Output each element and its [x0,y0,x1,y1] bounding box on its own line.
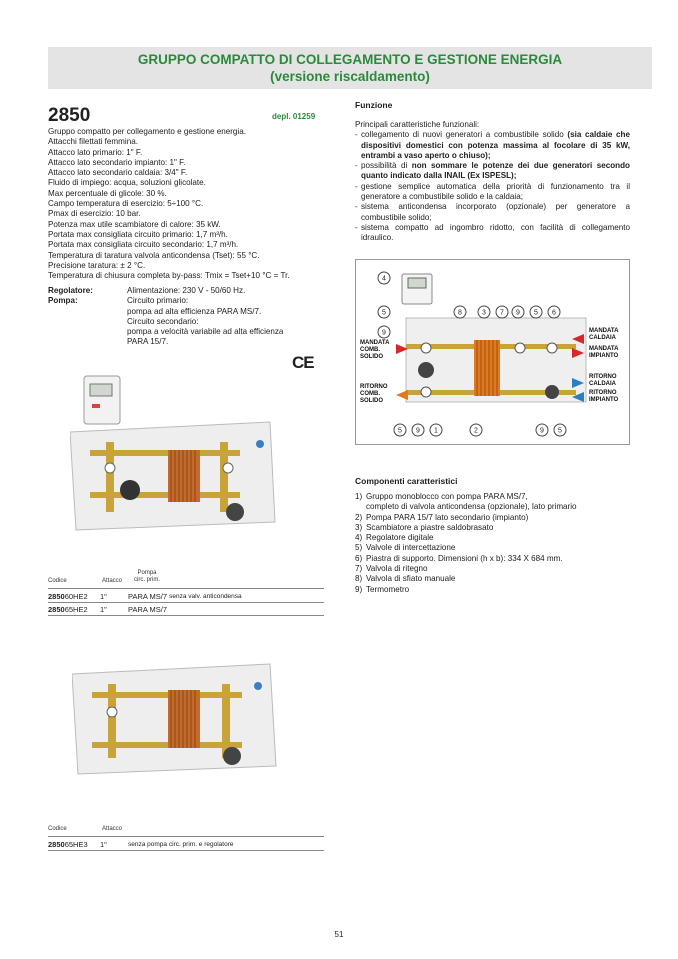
spec-line: Fluido di impiego: acqua, soluzioni glicolate. [48,178,206,188]
componenti-list [355,492,630,595]
funzione-item [355,161,630,182]
product-photo-2 [72,662,287,782]
funzione-item-text [361,202,630,223]
funzione-title: Funzione [355,100,393,110]
funzione-intro: Principali caratteristiche funzionali: [355,120,480,129]
table-row [48,839,324,851]
funzione-item-pre: possibilità di [361,161,412,171]
table1-header-pompa-l2: circ. prim. [134,577,160,583]
funzione-item-pre: sistema anticondensa incorporato (opzionale) per generatore a combustibile solido; [361,202,630,222]
product-code: 2850 [48,105,91,126]
regolatore-label: Regolatore: [48,286,93,295]
componente-text: Valvole di intercettazione [366,543,456,553]
callout-top-7: 7 [500,309,504,317]
funzione-item-pre: gestione semplice automatica della priorità di funzionamento tra il generatore a combustibile solido e la caldaia; [361,181,630,202]
pompa-line: PARA 15/7. [127,337,169,347]
funzione-section [355,100,630,243]
funzione-item-text [361,223,630,244]
funzione-item-bold: non sommare le potenze dei due generatori secondo quanto indicato dalla INAIL (Ex ISPESL); [361,161,630,181]
table1-header-codice: Codice [48,578,67,584]
callout-bot-1: 1 [434,427,438,435]
callout-bot-2: 2 [474,427,478,435]
pompa-lines [127,296,283,347]
componente-item [355,585,630,595]
row-code-rest: 60HE2 [64,592,88,601]
table1-divider [48,588,324,589]
componente-item [355,574,630,584]
ce-mark: CE [292,353,314,372]
row-code [48,592,100,601]
componente-item [355,523,630,533]
table1-header-attacco: Attacco [102,578,123,584]
componenti-title: Componenti caratteristici [355,476,458,486]
funzione-item-pre: sistema compatto ad ingombro ridotto, con facilità di collegamento idraulico. [361,222,630,243]
pompa-line: pompa ad alta efficienza PARA MS/7. [127,306,262,316]
componente-text: Valvola di ritegno [366,564,428,574]
componente-number: 4) [355,533,363,543]
spec-list [48,127,324,281]
spec-line: Attacco lato secondario caldaia: 3/4" F. [48,168,188,178]
callout-bot-9a: 9 [416,427,420,435]
callout-bot-5b: 5 [558,427,562,435]
hydraulic-diagram [355,259,630,445]
row-code-rest: 65HE3 [64,840,88,849]
callout-bot-9b: 9 [540,427,544,435]
depl-reference: depl. 01259 [272,112,316,121]
row-attacco: 1" [100,592,107,601]
funzione-item [355,223,630,244]
label-mandata-comb: MANDATA COMB. SOLIDO [360,340,390,360]
row-code-bold: 2850 [48,605,65,614]
componente-item [355,533,630,543]
componente-text: Termometro [366,584,410,594]
spec-line: Attacco lato secondario impianto: 1" F. [48,157,186,167]
callout-bot-5a: 5 [398,427,402,435]
componente-item [355,513,630,523]
componente-text: Pompa PARA 15/7 lato secondario (impianto) [366,512,529,522]
bullet-dash: - [355,222,358,232]
spec-line: Campo temperatura di esercizio: 5÷100 °C. [48,199,204,209]
componente-number: 8) [355,574,363,584]
spec-line: Temperatura di taratura valvola anticondensa (Tset): 55 °C. [48,250,260,260]
table1-header-pompa [134,570,160,584]
label-ritorno-impianto: RITORNO IMPIANTO [589,390,619,403]
funzione-item [355,202,630,223]
componente-number: 5) [355,543,363,553]
label-ritorno-comb: RITORNO COMB. SOLIDO [360,384,388,404]
componente-text: Gruppo monoblocco con pompa PARA MS/7, [366,492,528,501]
componente-item [355,492,630,502]
spec-line: Gruppo compatto per collegamento e gestione energia. [48,127,246,136]
row-code [48,840,100,849]
componente-number: 6) [355,553,363,563]
row-pompa: PARA MS/7 [128,592,168,601]
row-code-bold: 2850 [48,840,65,849]
callout-9-left: 9 [382,329,386,337]
table2-divider [48,836,324,837]
table-row [48,604,324,616]
bullet-dash: - [355,181,358,191]
row-attacco: 1" [100,605,107,614]
pompa-label: Pompa: [48,296,78,306]
componente-number: 7) [355,564,363,574]
componente-text: Piastra di supporto. Dimensioni (h x b): 334 X 684 mm. [366,553,563,563]
componente-number: 2) [355,512,363,522]
pompa-line: pompa a velocità variabile ad alta efficienza [127,327,284,337]
page-number: 51 [334,930,344,939]
funzione-list [355,120,630,244]
spec-line: Portata max consigliata circuito secondario: 1,7 m³/h. [48,240,239,250]
componente-text: Valvola di sfiato manuale [366,574,456,584]
callout-top-8: 8 [458,309,462,317]
page-subtitle: (versione riscaldamento) [270,69,430,84]
pompa-line: Circuito primario: [127,296,189,306]
diagram-svg [356,260,629,444]
componente-number [355,502,366,512]
table2-header-attacco: Attacco [102,826,123,832]
componente-text: completo di valvola anticondensa (opzionale), lato primario [366,502,577,512]
spec-line: Attacchi filettati femmina. [48,137,138,147]
funzione-item-text [361,182,630,203]
componente-number: 9) [355,584,363,594]
label-mandata-caldaia: MANDATA CALDAIA [589,328,619,341]
callout-top-6: 6 [552,309,556,317]
bullet-dash: - [355,130,358,140]
componente-text: Regolatore digitale [366,533,434,543]
pompa-line: Circuito secondario: [127,316,199,326]
funzione-item-pre: collegamento di nuovi generatori a combustibile solido [361,130,568,140]
label-ritorno-caldaia: RITORNO CALDAIA [589,374,617,387]
spec-line: Attacco lato primario: 1" F. [48,147,143,157]
funzione-item-text [361,130,630,161]
row-note: senza valv. anticondensa [169,593,242,600]
componente-item [355,554,630,564]
bullet-dash: - [355,161,358,171]
page-title: GRUPPO COMPATTO DI COLLEGAMENTO E GESTIONE ENERGIA [137,52,563,67]
componente-number: 1) [355,492,363,501]
callout-top-5b: 5 [534,309,538,317]
componente-number: 3) [355,522,363,532]
componente-item [355,564,630,574]
controller-pump-info [48,286,324,348]
row-attacco: 1" [100,840,107,849]
spec-line: Temperatura di chiusura completa by-pass: Tmix = Tset+10 °C = Tr. [48,271,290,281]
arrow-ritorno-comb [396,390,408,400]
spec-line: Pmax di esercizio: 10 bar. [48,209,141,219]
componente-item [355,502,630,512]
table1-header-pompa-l1: Pompa [137,570,157,576]
componente-text: Scambiatore a piastre saldobrasato [366,522,494,532]
callout-4: 4 [382,275,386,283]
callout-top-3: 3 [482,309,486,317]
label-mandata-impianto: MANDATA IMPIANTO [589,346,619,359]
componente-item [355,543,630,553]
funzione-item-text [361,161,630,182]
row-pompa: PARA MS/7 [128,605,168,614]
row-desc: senza pompa circ. prim. e regolatore [128,841,234,848]
spec-line: Precisione taratura: ± 2 °C. [48,260,146,270]
header-band [48,47,652,89]
spec-line: Potenza max utile scambiatore di calore: 35 kW. [48,219,221,229]
funzione-item-bold: (sia caldaie che dispositivi domestici con potenza massima al focolare di 35 kW, entrambi a vaso aperto o chiuso); [361,130,630,160]
row-code-rest: 65HE2 [64,605,88,614]
row-code-bold: 2850 [48,592,65,601]
bullet-dash: - [355,202,358,212]
callout-top-9: 9 [516,309,520,317]
callout-top-5a: 5 [382,309,386,317]
row-code [48,605,100,614]
spec-line: Max percentuale di glicole: 30 %. [48,188,167,198]
product-photo-1 [70,372,285,532]
funzione-item [355,130,630,161]
regolatore-value: Alimentazione: 230 V - 50/60 Hz. [127,286,246,295]
table2-header-codice: Codice [48,826,67,832]
funzione-item [355,182,630,203]
table-row [48,591,324,603]
spec-line: Portata max consigliata circuito primario: 1,7 m³/h. [48,229,228,239]
